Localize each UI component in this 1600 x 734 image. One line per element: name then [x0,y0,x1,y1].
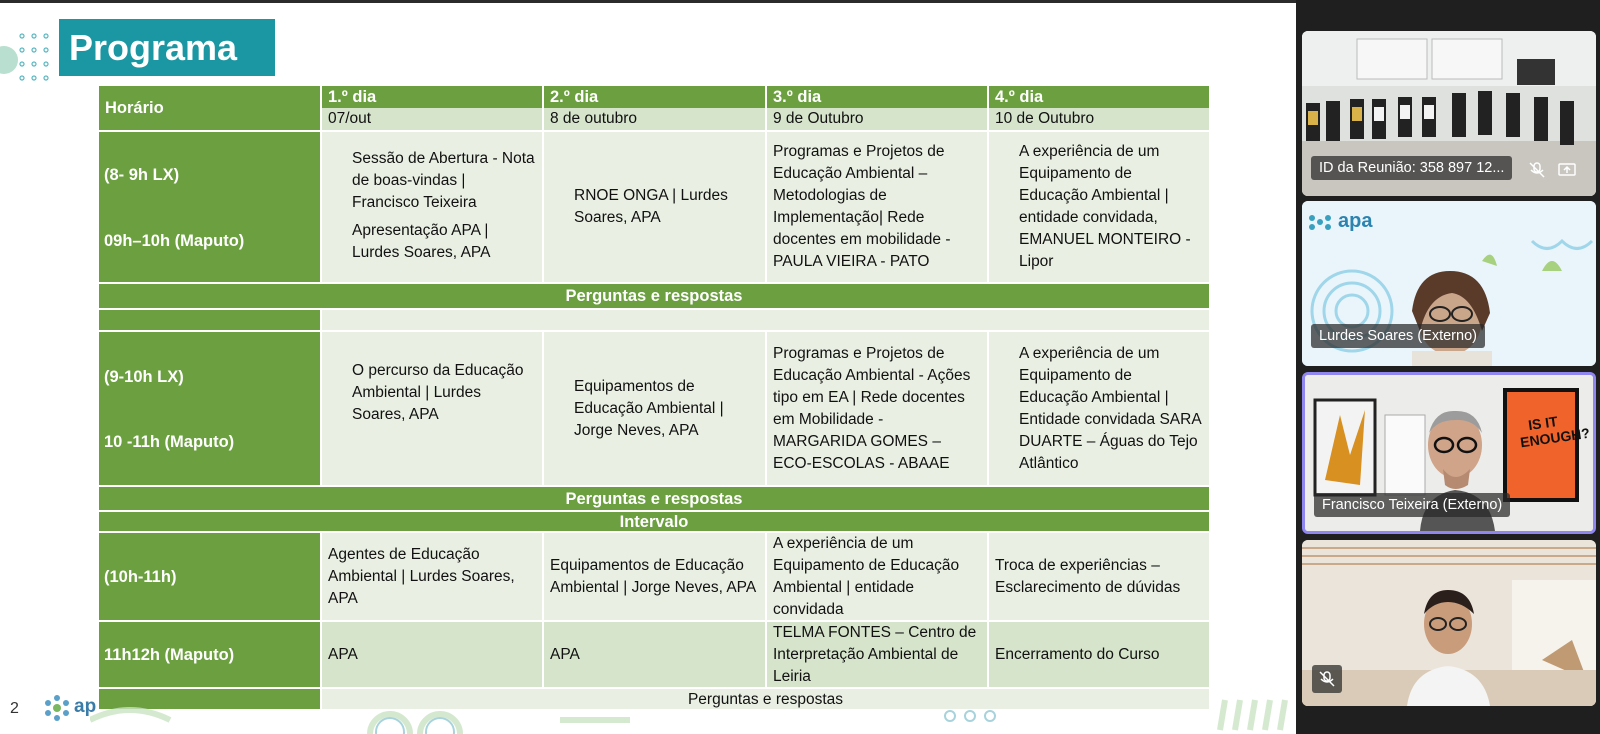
meeting-id-label: ID da Reunião: 358 897 12... [1311,156,1512,180]
final-qa-cell: Perguntas e respostas [320,687,1209,709]
day4-date: 10 de Outubro [987,108,1209,130]
hour-cell-block4: 11h12h (Maputo) [99,620,320,687]
apa-logo-text: ap [74,696,97,717]
block3-day2-cell: Equipamentos de Educação Ambiental | Jorge Neves, APA [542,531,765,620]
hour-cell-block1 [99,130,320,282]
block2-day1-cell: O percurso da Educação Ambiental | Lurdes Soares, APA [320,330,542,485]
decorative-dots-icon [0,30,60,92]
slide-page-number: 2 [10,700,19,717]
block4-day1-cell: APA [320,620,542,687]
apa-tile-logo-text: apa [1338,210,1373,232]
block1-day1-cell [320,130,542,282]
hour-lx-label: (9-10h LX) [104,368,184,386]
day3-header: 3.º dia [765,86,987,108]
block3-day1-cell: Agentes de Educação Ambiental | Lurdes Soares, APA [320,531,542,620]
spacer-row [320,308,1209,330]
day1-date: 07/out [320,108,542,130]
block4-day3-cell: TELMA FONTES – Centro de Interpretação Ambiental de Leiria [765,620,987,687]
qa-band-2: Perguntas e respostas [99,485,1209,510]
hour-header: Horário [99,86,320,130]
day2-date: 8 de outubro [542,108,765,130]
block3-day3-cell: A experiência de um Equipamento de Educação Ambiental | entidade convidada [765,531,987,620]
hour-maputo-label: 10 -11h (Maputo) [104,433,235,451]
mic-muted-button[interactable] [1312,665,1342,693]
day1-header: 1.º dia [320,86,542,108]
interval-band: Intervalo [99,510,1209,531]
participant-video-feed [1302,540,1596,706]
slide-top-border [0,0,1296,3]
participant-name-label: Francisco Teixeira (Externo) [1314,493,1510,517]
block1-day2-cell: RNOE ONGA | Lurdes Soares, APA [542,130,765,282]
apa-logo [42,693,102,723]
participant-tile-lurdes-soares[interactable] [1302,201,1596,366]
block2-day4-cell: A experiência de um Equipamento de Educação Ambiental | Entidade convidada SARA DUARTE – Águas do Tejo Atlântico [987,330,1209,485]
schedule-table [99,86,1234,717]
hour-cell-block3: (10h-11h) [99,531,320,620]
block1-day1-opening: Sessão de Abertura - Nota de boas-vindas | Francisco Teixeira [352,150,535,211]
hour-lx-label: (8- 9h LX) [104,166,180,184]
participant-name-label: Lurdes Soares (Externo) [1311,324,1485,348]
day4-header: 4.º dia [987,86,1209,108]
participant-tile-francisco-teixeira[interactable] [1302,372,1596,534]
block1-day1-apa: Apresentação APA | Lurdes Soares, APA [352,222,491,261]
hour-maputo-label: 09h–10h (Maputo) [104,232,245,250]
spacer-hour-cell [99,308,320,330]
screen-share-icon[interactable] [1558,161,1576,179]
poster-text: IS IT ENOUGH? [1519,413,1591,451]
block3-day4-cell: Troca de experiências – Esclarecimento de dúvidas [987,531,1209,620]
day2-header: 2.º dia [542,86,765,108]
block2-day3-cell: Programas e Projetos de Educação Ambiental - Ações tipo em EA | Rede docentes em Mobilidade - MARGARIDA GOMES – ECO-ESCOLAS - ABAAE [765,330,987,485]
mic-muted-icon[interactable] [1528,161,1546,179]
decorative-waves-icon [90,690,1296,734]
block2-day2-cell: Equipamentos de Educação Ambiental | Jorge Neves, APA [542,330,765,485]
hour-cell-block2 [99,330,320,485]
block1-day4-cell: A experiência de um Equipamento de Educação Ambiental | entidade convidada, EMANUEL MONTEIRO - Lipor [987,130,1209,282]
block4-day4-cell: Encerramento do Curso [987,620,1209,687]
day3-date: 9 de Outubro [765,108,987,130]
participant-tile-room[interactable] [1302,31,1596,196]
block1-day3-cell: Programas e Projetos de Educação Ambiental – Metodologias de Implementação| Rede docentes em mobilidade - PAULA VIEIRA - PATO [765,130,987,282]
mic-muted-icon [1318,670,1336,688]
block4-day2-cell: APA [542,620,765,687]
slide-title: Programa [59,19,275,76]
participant-tile-muted[interactable] [1302,540,1596,706]
qa-band-1: Perguntas e respostas [99,282,1209,308]
